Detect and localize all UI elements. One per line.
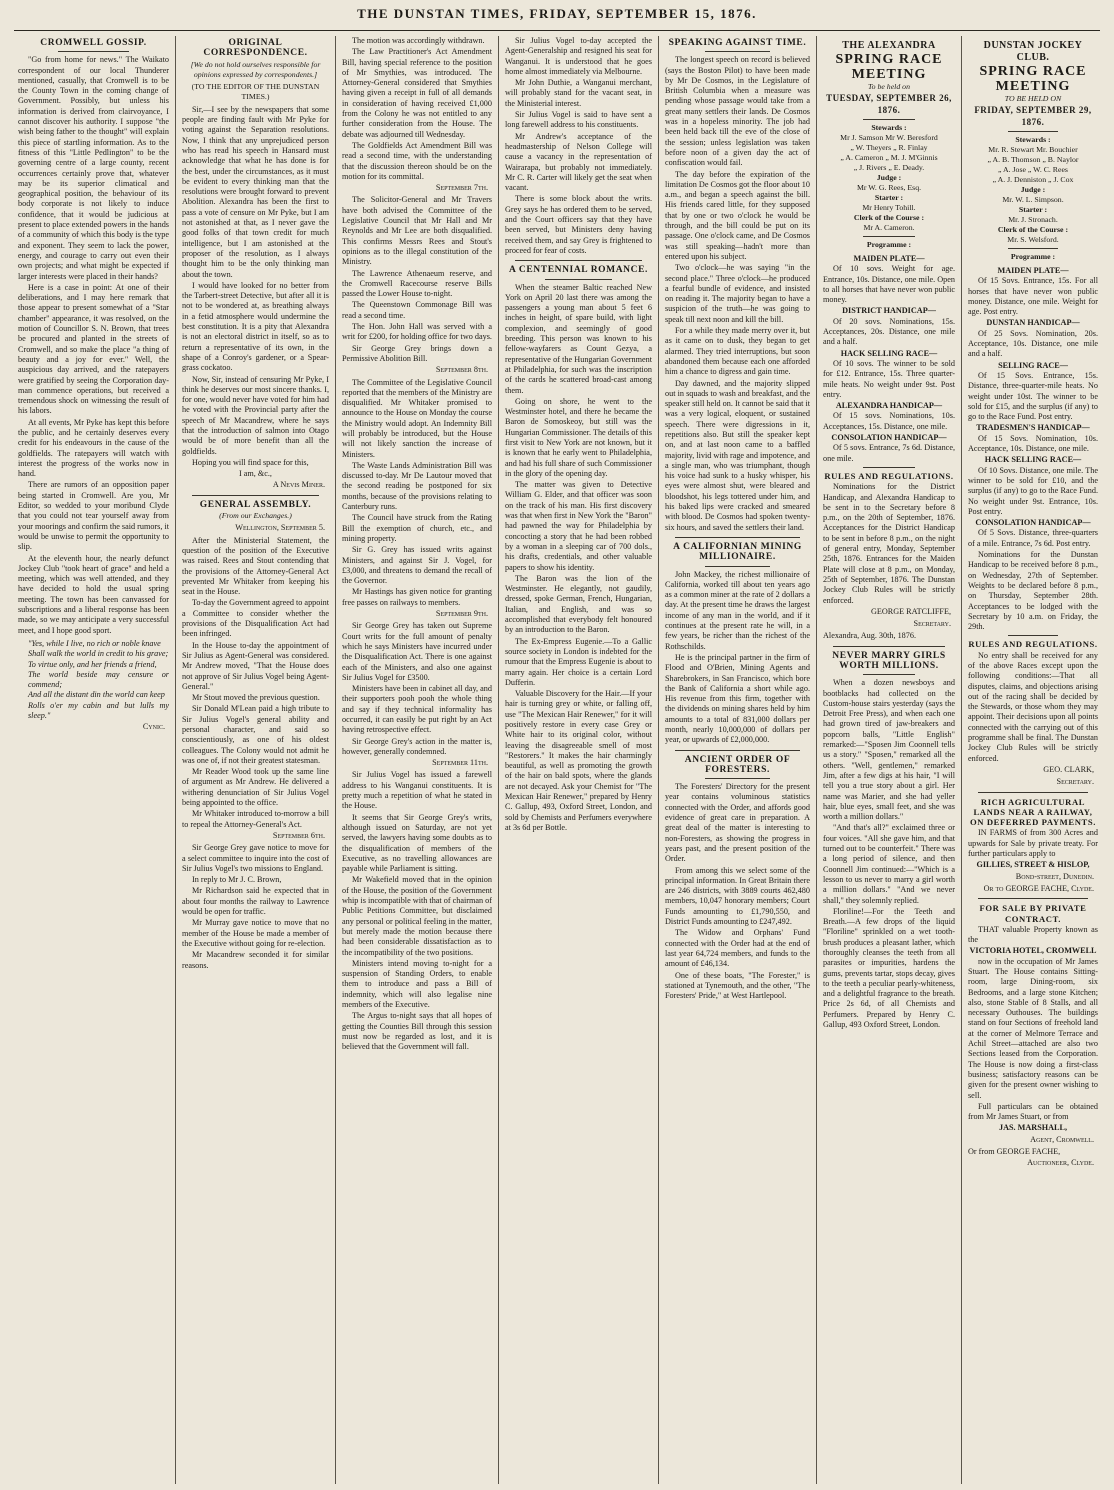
paragraph: After the Ministerial Statement, the question of the position of the Executive was raised. Rees and Stout contending that the provisions of the Attorney-General Act prevented Mr Whitaker from keeping his seat in the House. [182,535,329,597]
race-details: Of 15 Sovs. Entrance, 15s. For all horses that have never won public money. Distance, one mile. Weight for age. Post entry. [968,276,1098,317]
paragraph: Mr Stout moved the previous question. [192,693,320,703]
divider [1008,635,1058,636]
dunstan-race-advert [968,40,1098,262]
paragraph: The matter was given to Detective William G. Elder, and that officer was soon on the track of his man. His first discovery was that when first in New York the "Baron" had pawned the way for Philadelphia by concocting a story that he had been robbed by a woman in a sleeping car of 700 dols., his drafts, credentials, and other valuable papers to show his identity. [505,480,652,572]
column-4 [498,36,658,1484]
poem-line: Shall walk the world in credit to his grave; [28,649,169,659]
column-5 [658,36,816,1484]
paragraph: Sir George Grey gave notice to move for a select committee to inquire into the cost of Sir Julius Vogel's two missions to England. [182,843,329,873]
race-details: Of 10 sovs. The winner to be sold for £12. Entrance, 15s. Three quarter-mile heats. No weight under 9st. Post entry. [823,358,955,399]
divider [675,537,800,538]
divider [58,51,129,52]
poem-line: The world beside may censure or commend; [28,669,169,690]
article-heading: ORIGINAL CORRESPONDENCE. [203,38,308,59]
masthead: THE DUNSTAN TIMES, FRIDAY, SEPTEMBER 15, 1876. [14,4,1100,31]
divider [705,778,770,779]
advert-date: FRIDAY, SEPTEMBER 29, 1876. [974,105,1092,127]
paragraph: Mr Richardson said he expected that in about four months the railway to Lawrence would be open for traffic. [182,886,329,917]
advert-town: THE ALEXANDRA [842,40,936,51]
advert-date: TUESDAY, SEPTEMBER 26, 1876. [826,93,952,115]
sale-alt-agent-role: Auctioneer, Clyde. [1027,1158,1094,1168]
judge-name: Mr W. G. Rees, Esq. [856,183,922,192]
paragraph: Sir George Grey has taken out Supreme Court writs for the full amount of penalty which he says Ministers have incurred under the Disqualification Act. There is one against each of the Ministers, and also one against Sir Julius Vogel for £3500. [342,621,492,682]
clerk-name: Mr A. Cameron. [863,223,915,232]
poem-line: And all the distant din the world can keep [28,690,165,700]
paragraph: To-day the Government agreed to appoint a Committee to consider whether the provisions of the Disqualification Act had been infringed. [182,598,329,639]
race-name: DISTRICT HANDICAP— [842,306,936,316]
sale-details: now in the occupation of Mr James Stuart. The House contains Sitting-room, large Dining-room, six Bedrooms, and a large stone Kitchen; also, stone Stable of 8 Stalls, and all necessary Outhouses. The buildings stand on four Sections of freehold land at the corner of Melmore Terrace and Achil Street—attached are also two Sections leased from the Corporation. The House is now doing a first-class business; satisfactory reasons can be given for the present owner wishing to sell. [968,956,1098,1100]
paragraph: Sir,—I see by the newspapers that some people are finding fault with Mr Pyke for voting against the Separation resolutions. Now, I think that any unprejudiced person who has read his speech in Hansard must acknowledge that what he has done is for the best, under the circumstances, as it must be evident to every thinking man that the resolutions were brought forward to prevent Abolition. Alexandra has been the first to pass a vote of censure on Mr Pyke, but I am not astonished at that, as I never gave the good folks of that town credit for much intelligence, but I am astonished at the proposer of the resolution, as I always thought him to be the only thinking man about the town. [182,104,329,279]
paragraph: Hoping you will find space for this, [192,457,309,467]
article-heading: A CENTENNIAL ROMANCE. [508,265,649,276]
race-name: DUNSTAN HANDICAP— [986,318,1080,328]
divider [863,236,915,237]
paragraph: Valuable Discovery for the Hair.—If your hair is turning grey or white, or falling off, use "The Mexican Hair Renewer," for it will positively restore in every case Grey or White hair to its original color, without leaving the disagreeable smell of most "Restorers." It makes the hair charmingly beautiful, as well as promoting the growth of the hair on bald spots, where the glands are not decayed. Ask your Chemist for "The Mexican Hair Renewer," prepared by Henry C. Gallup, 493, Oxford Street, London, and sold by Chemists and Perfumers everywhere at 3s 6d per Bottle. [505,689,652,832]
divider [1008,248,1058,249]
race-name: MAIDEN PLATE— [853,254,925,263]
nomination-notice: Nominations for the Dunstan Handicap to be received before 8 p.m., on Wednesday, 27th of September. Weights to be declared before 8 p.m., on Thursday, September 28th. Acceptances to be lodged with the Secretary by 10 a.m. on Friday, the 29th. [968,550,1098,632]
paragraph: Day dawned, and the majority slipped out in squads to wash and breakfast, and the speaker still held on. It cannot be said that it was a very logical, eloquent, or sustained speech. There were digressions in it, repetitions also. But still the speaker kept on, and at last noon came to a baffled majority, livid with rage and impotence, and a single man, who was triumphant, though his voice had sunk to a husky whisper, his eyes were almost shut, were bleared and bloodshot, his legs tottered under him, and his baked lips were cracked and smeared with blood. De Cosmos had spoken twenty-six hours, and saved the settlers their land. [665,378,810,532]
divider [1008,131,1058,132]
column-3 [335,36,498,1484]
paragraph: One of these boats, "The Forester," is stationed at Tynemouth, and the other, "The Foresters' Pride," at West Hartlepool. [665,970,810,1001]
paragraph: The Law Practitioner's Act Amendment Bill, having special reference to the position of Mr Smythies, was introduced. The Attorney-General considered that Smythies having given a receipt in full of all demands in consideration of having received £1,000 from the Colony he was not entitled to any further consideration from the House. The debate was adjourned till Wednesday. [342,47,492,139]
race-details: Of 20 sovs. Nominations, 15s. Acceptances, 20s. Distance, one mile and a half. [823,316,955,347]
dateline: September 6th. [272,830,325,840]
signature: GEO. CLARK, [1043,764,1094,774]
paragraph: There is some block about the writs. Grey says he has ordered them to be served, and the Court officers say that they have been served, but Ministers deny having received them, and say Grey is frightened to proceed for fear of costs. [505,194,652,255]
race-name: TRADESMEN'S HANDICAP— [976,423,1090,433]
paragraph: In reply to Mr J. C. Brown, [192,875,282,885]
rules-heading: RULES AND REGULATIONS. [824,470,954,481]
paragraph: Ministers have been in cabinet all day, and their supporters pooh pooh the whole thing and say if they technical informality has occurred, it can easily be put right by an Act having retrospective effect. [342,684,492,735]
paragraph: The Widow and Orphans' Fund connected with the Order had at the end of last year 64,724 members, and funds to the amount of £46,134. [665,928,810,969]
divider [545,279,612,280]
paragraph: "Go from home for news." The Waikato correspondent of our local Thunderer mentioned, casually, that Cromwell is to be the County Town in the coming change of Government. Possibly, but unless his information is derived from clairvoyance, I cannot discover his authority. I suppose "the wish being father to the thought" will explain this piece of startling information. As to the fitness of this "Little Pedlington" to be the governing centre of a large county, recent occurrences certainly prove that, whatever may be its superior climatical and geographical position, the behaviour of its body corporate is not likely to induce confidence, that it would be judicious at present to place extended powers in the hands of a community of which this body is the type and exponent. They seem to lack the power, energy, and courage to carry out even their own projects; and what might be expected if larger interests were placed in their hands? [18,55,169,281]
steward-row: Mr. R. Stewart Mr. Bouchier [988,145,1078,154]
paragraph: Sir Donald M'Lean paid a high tribute to Sir Julius Vogel's general ability and personal character, and said so conscientiously, as one of his oldest colleagues. The Colony would not admit he was one of, if not their greatest statesman. [182,704,329,765]
advert-club: DUNSTAN JOCKEY CLUB. [983,40,1083,63]
steward-row: Mr J. Samson Mr W. Beresford [840,133,938,142]
race-name: HACK SELLING RACE— [840,348,938,358]
rules-heading: RULES AND REGULATIONS. [968,639,1098,650]
judge-name: Mr. W. L. Simpson. [1002,195,1064,204]
race-details: Of 10 sovs. Weight for age. Entrance, 10s. Distance, one mile. Open to all horses that have never won public money. [823,264,955,305]
poem-line: Rolls o'er my cabin and but lulls my sleep." [28,700,169,720]
starter-heading: Starter : [874,193,904,202]
race-details: Of 15 Sovs. Entrance, 15s. Distance, three-quarter-mile heats. No weight under 10st. The winner to be sold for £15, and the surplus (if any) to go to the Race Fund. Post entry. [968,370,1098,422]
source-note: (From our Exchanges.) [219,511,292,521]
paragraph: The Foresters' Directory for the present year contains voluminous statistics connected with the Order, and affords good evidence of great care in preparation. A great deal of the matter is interesting to non-Foresters, as showing the progress in years past, and the present position of the Order. [665,782,810,864]
signature-date: Alexandra, Aug. 30th, 1876. [823,631,917,641]
divider [192,495,319,496]
paragraph: The day before the expiration of the limitation De Cosmos got the floor about 10 a.m., and began a speech against the bill. His friends cared little, for they supposed that by one or two o'clock he would be through, and the bill could be put on its passage. One o'clock came, and De Cosmos was still speaking—hadn't more than entered upon his subject. [665,169,810,261]
divider [978,792,1088,793]
land-alt-agent: Or to GEORGE FACHE, Clyde. [983,883,1094,893]
steward-row: „ J. Rivers „ E. Deady. [853,163,925,172]
starter-heading: Starter : [1018,205,1048,214]
paragraph: Going on shore, he went to the Westminster hotel, and there he became the Baron de Somoskeoy, but still was the Hungarian Commissioner. The details of this first visit to New York are not known, but it is known that he early went to Philadelphia, and had his full share of such Commissioner in the glory of the opening day. [505,396,652,478]
dateline: September 11th. [432,758,488,768]
paragraph: Sir Julius Vogel has issued a farewell address to his Wanganui constituents. It is pretty much a repetition of what he stated in the House. [342,770,492,811]
paragraph: The Argus to-night says that all hopes of getting the Counties Bill through this session must now be regarded as lost, and it is believed that the Government will fall. [342,1011,492,1052]
signature-title: Secretary. [1056,777,1094,787]
rules-text: No entry shall be received for any of the above Races except upon the following conditions:—That all disputes, claims, and objections arising out of the racing shall be decided by the Stewards, or those whom they may appoint. Their decisions upon all points connected with the carrying out of this programme shall be final. The Dunstan Jockey Club Rules will be strictly enforced. [968,650,1098,763]
divider [675,750,800,751]
clerk-heading: Clerk of the Course : [853,213,925,222]
disclaimer: [We do not hold ourselves responsible for opinions expressed by correspondents.] [190,59,321,79]
race-details: Of 5 sovs. Entrance, 7s 6d. Distance, one mile. [823,443,955,463]
paragraph: From among this we select some of the principal information. In Great Britain there are 246 districts, with 3889 courts 462,480 members, 10,047 honorary members; Court Funds amounting to £1,790,550, and District Funds amounting to £247,492. [665,865,810,927]
paragraph: Mr Whitaker introduced to-morrow a bill to repeal the Attorney-General's Act. [182,809,329,829]
sale-intro: THAT valuable Property known as the [968,924,1098,945]
advert-held: To be held on [868,82,910,91]
column-2 [175,36,335,1484]
paragraph: John Mackey, the richest millionaire of California, worked till about ten years ago as a common miner at the rate of 2 dollars a day. At the present time he draws the largest income of any man in the world, and if it continues at the present rate he will, in a few years, be richer than the richest of the Rothschilds. [665,569,810,651]
paragraph: The Hon. John Hall was served with a writ for £200, for holding office for two days. [342,322,492,342]
signature: Cynic. [142,722,165,732]
signature: GEORGE RATCLIFFE, [870,606,951,616]
divider [863,119,915,120]
paragraph: Sir George Grey brings down a Permissive Abolition Bill. [342,343,492,363]
sale-agent: JAS. MARSHALL, [998,1123,1067,1133]
addressee: (TO THE EDITOR OF THE DUNSTAN TIMES.) [191,82,320,102]
advert-held: TO BE HELD ON [1004,94,1062,103]
paragraph: The Council have struck from the Rating Bill the exemption of church, etc., and mining property. [342,513,492,543]
poem-line: "Yes, while I live, no rich or noble knave [28,638,161,648]
paragraph: At all events, Mr Pyke has kept this before the public, and he certainly deserves every credit for his endeavours in the cause of the goldfields. The ratepayers will watch with interest the progress of the works now in hand. [18,417,169,479]
paragraph: "And that's all?" exclaimed three or four voices. "All she gave him, and that turned out to be counterfeit." There was a long period of silence, and then Coonnell Jim continued:—"Which is a lesson to us never to marry a girl worth a million dollars." "And we never shall," they solemnly replied. [823,823,955,905]
alexandra-race-advert [823,40,955,250]
paragraph: Mr John Duthie, a Wanganui merchant, will probably stand for the vacant seat, in the Ministerial interest. [505,78,652,108]
paragraph: The Baron was the lion of the Westminster. He elegantly, not gaudily, dressed, spoke German, French, Hungarian, Italian, and English, and was so accomplished that everybody felt honoured by an introduction to the Baron. [505,573,652,635]
paragraph: Sir Julius Vogel is said to have sent a long farewell address to his constituents. [505,110,652,130]
paragraph: The Lawrence Athenaeum reserve, and the Cromwell Racecourse reserve Bills passed the Lower House to-night. [342,268,492,299]
sale-contact: Full particulars can be obtained from Mr James Stuart, or from [968,1101,1098,1122]
paragraph: Floriline!—For the Teeth and Breath.—A few drops of the liquid "Floriline" sprinkled on a wet tooth-brush produces a pleasant lather, which thoroughly cleanses the teeth from all parasites or impurities, hardens the gums, prevents tartar, stops decay, gives to the teeth a peculiar pearly-whiteness, and a delightful fragrance to the breath. Price 2s 6d, of all Chemists and Perfumers. Prepared by Henry C. Gallup, 493 Oxford Street, London. [823,906,955,1030]
land-agent: GILLIES, STREET & HISLOP, [976,860,1090,870]
sale-advert-heading: FOR SALE BY PRIVATE CONTRACT. [979,903,1087,924]
race-name: HACK SELLING RACE— [984,455,1082,465]
paragraph: Here is a case in point: At one of their deliberations, and I may here remark that those appear to present somewhat of a "Star chamber" appearance, it was resolved, on the motion of Councillor S. N. Brown, that trees be procured and planted in the streets of Cromwell, and so make the place "a thing of beauty and a joy for ever." Well, the auspicious day arrived, and the ratepayers were gratified by seeing the Corporation day-man commence operations, but received a tremendous shock on witnessing the result of his labors. [18,282,169,416]
paragraph: The Queenstown Commonage Bill was read a second time. [342,300,492,320]
steward-row: „ A. B. Thomson „ B. Naylor [987,155,1079,164]
article-heading: GENERAL ASSEMBLY. [199,499,312,510]
divider [833,646,945,647]
race-name: CONSOLATION HANDICAP— [831,433,947,443]
dateline: September 7th. [435,183,488,193]
poem-line: To virtue only, and her friends a friend, [28,659,157,669]
rules-text: Nominations for the District Handicap, and Alexandra Handicap to be sent in to the Secretary before 8 p.m., on the 20th of September, 1876. Acceptances for the District Handicap to be sent in before 8 p.m., on the night of general entry, Monday, September 25th, 1876. Entrances for the Maiden Plate will close at 8 p.m., on Monday, 25th of September, 1876. The Dunstan Jockey Club Rules will be strictly enforced. [823,482,955,605]
paragraph: The motion was accordingly withdrawn. [352,36,485,45]
paragraph: When the steamer Baltic reached New York on April 20 last there was among the passengers a young man about 5 feet 6 inches in height, of spare build, with light complexion, and seemingly of good breeding. This person was known to his fellow-wayfarers as Count Gezya, a representative of the Hungarian Government at Philadelphia, for such was the inscription of the cards he scattered broad-cast among them. [505,282,652,395]
paragraph: Ministers intend moving to-night for a suspension of Standing Orders, to enable them to introduce and pass a Bill of indemnity, which will also legalise nine members of the Executive. [342,958,492,1010]
race-details: Of 10 Sovs. Distance, one mile. The winner to be sold for £10, and the surplus (if any) to go to the Race Fund. No weight under 9st. Entrance, 10s. Post entry. [968,465,1098,516]
article-heading: CROMWELL GOSSIP. [40,38,147,48]
sale-agent-role: Agent, Cromwell. [1030,1134,1094,1144]
paragraph: I would have looked for no better from the Tarbert-street Detective, but after all it is not to be wondered at, as breathing always in a fetid atmosphere would undermine the best constitution. It is a pity that Alexandra is not an electoral district in itself, so as to return a representative of its own, in the shape of a Conroy's gardener, or a Spear-grass cockatoo. [182,280,329,373]
steward-row: „ A. J. Denniston „ J. Cox [992,175,1074,184]
paragraph: It seems that Sir George Grey's writs, although issued on Saturday, are not yet served, the lawyers having some doubts as to the disqualification of members of the Executive, as no travelling allowances are payable while Parliament is sitting. [342,812,492,874]
article-heading: SPEAKING AGAINST TIME. [668,38,807,48]
divider [863,467,915,468]
dateline: September 8th. [435,365,488,375]
paragraph: At the eleventh hour, the nearly defunct Jockey Club "took heart of grace" and held a meeting, which was well attended, and they have decided to hold the usual spring meeting. The town has been canvassed for subscriptions and a liberal response has been made, so we may anticipate a very successful meet, and I hope good sport. [18,553,169,635]
clerk-heading: Clerk of the Course : [997,225,1069,234]
signature-title: Secretary. [913,619,951,629]
steward-row: „ W. Theyers „ R. Finlay [850,143,928,152]
columns [12,36,1104,1484]
race-name: ALEXANDRA HANDICAP— [835,401,943,411]
race-details: Of 25 Sovs. Nomination, 20s. Acceptance, 10s. Distance, one mile and a half. [968,328,1098,359]
paragraph: Mr Macandrew seconded it for similar reasons. [182,950,329,970]
paragraph: The longest speech on record is believed (says the Boston Pilot) to have been made by Mr De Cosmos, in the Legislature of British Columbia when a measure was pending whose passage would take from a great many settlers their lands. De Cosmos was in a hopeless minority. The job had been held back till the eve of the close of the session; unless legislation was taken before noon of a given day the act of confiscation would fail. [665,55,810,168]
article-heading: NEVER MARRY GIRLS WORTH MILLIONS. [832,650,946,671]
dateline: Wellington, September 5. [235,523,325,533]
land-advert-text: IN FARMS of from 300 Acres and upwards for Sale by private treaty. For further particulars apply to [968,828,1098,859]
stewards-heading: Stewards : [871,123,907,132]
starter-name: Mr Henry Tohill. [862,203,916,212]
programme-heading: Programme : [1010,252,1056,261]
poem [28,639,169,721]
divider [863,674,915,675]
race-name: SELLING RACE— [998,360,1068,370]
steward-row: „ A. Cameron „ M. J. M'Ginnis [840,153,938,162]
paragraph: The Goldfields Act Amendment Bill was read a second time, with the understanding that the discussion thereon should be on the motion for its committal. [342,140,492,181]
article-heading: ANCIENT ORDER OF FORESTERS. [684,754,791,775]
paragraph: Two o'clock—he was saying "in the second place." Three o'clock—he produced a fearful bundle of evidence, and insisted on reading it. The majority began to have a suspicion of the truth—he was going to speak till next noon and kill the bill. [665,263,810,324]
race-name: MAIDEN PLATE— [997,266,1069,275]
paragraph: Sir G. Grey has issued writs against Ministers, and against Sir J. Vogel, for £3,000, and threatens to demand the recall of the Governor. [342,545,492,586]
judge-heading: Judge : [1020,185,1046,194]
divider [978,898,1088,899]
judge-heading: Judge : [876,173,902,182]
column-6 [816,36,961,1484]
paragraph: When a dozen newsboys and bootblacks had collected on the Custom-house stairs yesterday (says the Detroit Free Press), and when each one had grown tired of jaw-breakers and popcorn balls, "Little English" remarked:—"Sposen Jim Coonnell tells us a story." "Sposen," remarked all the others. "Well, gentlemen," remarked Jim, after a few digs at his hair, "I will tell you a true story about a girl. Her name was Marier, and she had yeller hair, blue eyes, small feet, and she was worth a million dollars." [823,678,955,822]
dateline: September 9th. [435,609,488,619]
signature: A Nevis Miner. [272,480,325,490]
paragraph: Mr Hastings has given notice for granting free passes on railways to members. [342,587,492,607]
column-1 [12,36,175,1484]
land-agent-address: Bond-street, Dunedin. [1015,871,1094,881]
paragraph: Now, Sir, instead of censuring Mr Pyke, I think he deserves our most sincere thanks. I, for one, would never have voted for him had he voted with the Provincial party after the speech of Mr Macandrew, where he says that the introduction of salmon into Otago would be of more benefit than all the goldfields. [182,374,329,456]
article-heading: A CALIFORNIAN MINING MILLIONAIRE. [673,541,802,563]
paragraph: He is the principal partner in the firm of Flood and O'Brien, Mining Agents and Sharebrokers, in San Francisco, which bore the Bank of California a short while ago. His revenue from this firm, together with the dividends on mining shares held by him amounts to a total of 831,000 dollars per month, nearly 10,000,000 of dollars per year, or upwards of £2,000,000. [665,652,810,745]
sale-property-name: VICTORIA HOTEL, CROMWELL [969,946,1097,956]
paragraph: The Committee of the Legislative Council reported that the members of the Ministry are disqualified. Mr Whitaker promised to announce to the House on Monday the course the Ministry would adopt. An Indemnity Bill will probably be introduced, but the House will not likely sanction the increase of Ministers. [342,377,492,459]
advert-title: SPRING RACE MEETING [979,64,1087,94]
race-details: Of 15 sovs. Nominations, 10s. Acceptances, 15s. Distance, one mile. [823,411,955,431]
land-advert-heading: RICH AGRICULTURAL LANDS NEAR A RAILWAY, ON DEFERRED PAYMENTS. [969,796,1096,828]
paragraph: Sir Julius Vogel to-day accepted the Agent-Generalship and resigned his seat for Wanganui. It is understood that he goes home almost immediately via Melbourne. [505,36,652,76]
paragraph: I am, &c., [239,469,272,479]
race-name: CONSOLATION HANDICAP— [975,518,1091,528]
steward-row: „ A. Jose „ W. C. Rees [998,165,1068,174]
stewards-heading: Stewards : [1015,135,1051,144]
paragraph: Mr Wakefield moved that in the opinion of the House, the position of the Government whip is incompatible with that of chairman of Public Petitions Committee, but disclaimed any personal or political feeling in the matter, but merely made the motion because there had been considerable dissatisfaction as to the incompatibility of the two positions. [342,875,492,957]
sale-alt-agent: Or from GEORGE FACHE, [968,1147,1061,1157]
programme-heading: Programme : [866,240,912,249]
advert-title: SPRING RACE MEETING [835,52,943,82]
divider [515,260,642,261]
divider [705,51,770,52]
paragraph: The Waste Lands Administration Bill was discussed to-day. Mr De Lautour moved that the second reading be postponed for six months, because of the provisions relating to Canterbury runs. [342,460,492,512]
race-details: Of 15 Sovs. Nomination, 10s. Acceptance, 10s. Distance, one mile. [968,433,1098,454]
paragraph: The Solicitor-General and Mr Travers have both advised the Committee of the Legislative Council that Mr Hall and Mr Reynolds and Mr Lee are both disqualified. This confirms Messrs Rees and Stout's opinions as to the illegal constitution of the Ministry. [342,195,492,267]
paragraph: Mr Reader Wood took up the same line of argument as Mr Andrew. He delivered a withering denunciation of Sir Julius Vogel being appointed to the office. [182,767,329,808]
paragraph: Mr Murray gave notice to move that no member of the House be made a member of the Executive without going for re-election. [182,918,329,948]
paragraph: For a while they made merry over it, but as it came on to dusk, they began to get alarmed. They tried interruptions, but soon abandoned them because each one afforded him a chance to digress and gain time. [665,326,810,377]
clerk-name: Mr. S. Welsford. [1007,235,1059,244]
paragraph: In the House to-day the appointment of Sir Julius as Agent-General was considered. Mr Andrew moved, "That the House does not approve of Sir Julius Vogel being Agent-General." [182,640,329,691]
starter-name: Mr. J. Stronach. [1008,215,1058,224]
divider [705,566,770,567]
race-details: Of 5 Sovs. Distance, three-quarters of a mile. Entrance, 7s 6d. Post entry. [968,528,1098,548]
paragraph: There are rumors of an opposition paper being started in Cromwell. Are you, Mr Editor, so wedded to your moribund Clyde that you could not tear yourself away from your moorings and confirm the said rumors, it would be unwise to permit the opportunity to slip. [18,480,169,552]
paragraph: Sir George Grey's action in the matter is, however, generally condemned. [342,736,492,756]
paragraph: The Ex-Empress Eugenie.—To a Gallic source society in London is indebted for the rumour that the Empress Eugenie is about to marry again. Her choice is a certain Lord Dufferin. [505,636,652,687]
column-7 [961,36,1104,1484]
paragraph: Mr Andrew's acceptance of the headmastership of Nelson College will cause a vacancy in the representation of Wairarapa, but probably not immediately. Mr C. R. Carter will likely get the seat when vacant. [505,131,652,193]
